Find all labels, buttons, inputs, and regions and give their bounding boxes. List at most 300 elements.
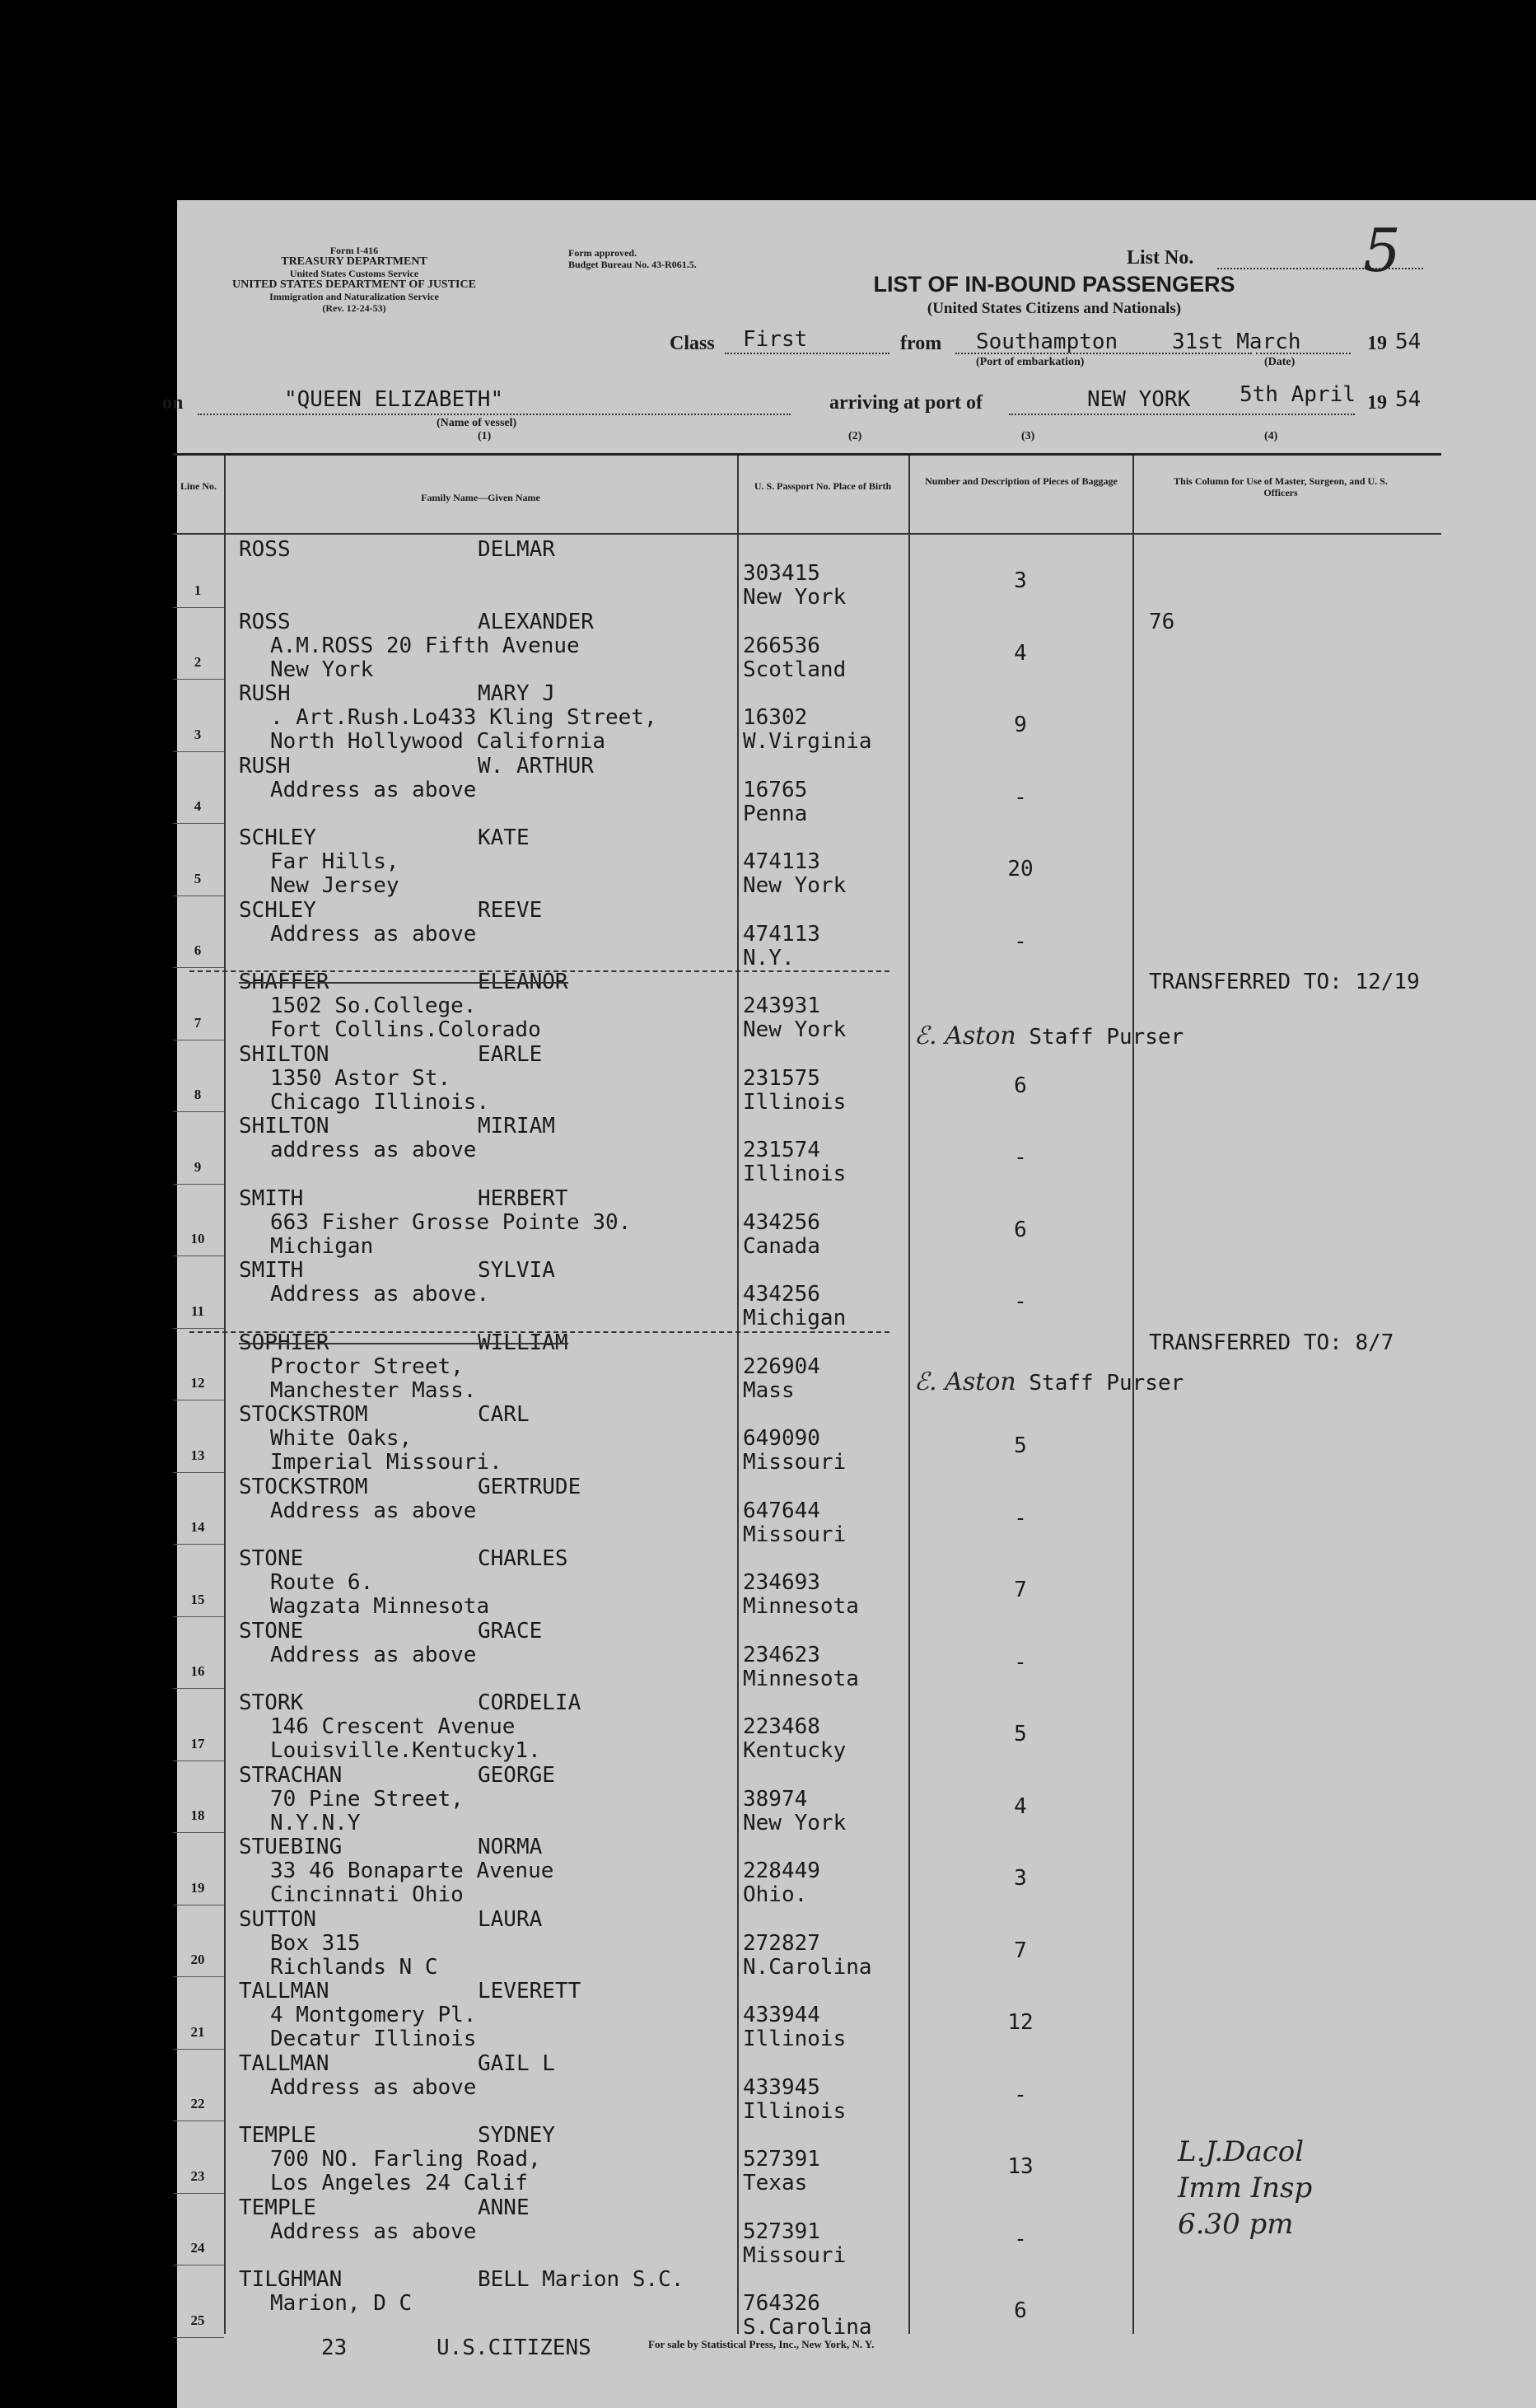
baggage-count: 5 [1014,1433,1027,1458]
arrival-date: 5th April [1240,382,1356,407]
baggage-count: - [1014,928,1027,954]
given-name: HERBERT [478,1185,568,1211]
port-of-embarkation: Southampton [976,330,1118,354]
line-number: 17 [190,1735,205,1751]
table-row [173,1187,1441,1260]
row-tick [173,895,224,896]
row-tick [173,1976,224,1977]
address-line-2: Louisville.Kentucky1. [270,1738,541,1763]
table-row [173,1691,1441,1764]
transfer-strike-line [189,1331,889,1333]
row-tick [173,1544,224,1545]
baggage-count: 3 [1014,1866,1027,1891]
line-number: 19 [190,1879,205,1896]
place-of-birth: Michigan [743,1306,847,1330]
address-line-1: Far Hills, [270,849,399,874]
address-line-1: address as above [270,1138,477,1162]
signature-time: 6.30 pm [1178,2208,1294,2241]
family-name: STOCKSTROM [239,1474,368,1499]
place-of-birth: S.Carolina [743,2315,872,2340]
line-number: 5 [194,870,202,886]
address-line-1: Route 6. [270,1570,374,1595]
address-line-1: A.M.ROSS 20 Fifth Avenue [270,633,580,658]
table-row [173,826,1441,899]
address-line-1: 1350 Astor St. [270,1065,451,1091]
family-name: SHAFFER [239,970,329,994]
baggage-count: 6 [1014,1217,1027,1242]
passport-number: 16302 [743,705,808,730]
baggage-count: - [1014,1649,1027,1675]
passport-number: 266536 [743,633,820,658]
given-name: ANNE [478,2195,530,2220]
passenger-table [173,453,1441,2340]
row-tick [173,679,224,680]
passport-number: 433945 [743,2074,820,2100]
line-number: 9 [194,1158,202,1175]
passport-number: 243931 [743,994,820,1018]
arriving-label: arriving at port of [829,392,983,414]
table-row [173,1115,1441,1187]
baggage-count: 13 [1007,2154,1034,2179]
footer-count: 23 [321,2336,348,2360]
table-row [173,1403,1441,1475]
address-line-1: . Art.Rush.Lo433 Kling Street, [270,705,657,730]
form-number: Form I-416 [329,245,379,256]
table-row [173,1259,1441,1331]
row-tick [173,1328,224,1329]
row-tick [173,1184,224,1185]
line-number: 16 [190,1663,205,1679]
address-line-1: Address as above [270,777,477,802]
baggage-count: - [1014,1289,1027,1314]
passport-number: 234693 [743,1570,820,1595]
place-of-birth: W.Virginia [743,729,872,754]
header-divider [173,533,1441,535]
family-name: STOCKSTROM [239,1402,368,1427]
line-number: 25 [190,2312,205,2328]
family-name: TEMPLE [239,2195,316,2220]
staff-purser-label: ℰ. Aston Staff Purser [914,1022,1184,1050]
given-name: MIRIAM [478,1114,555,1139]
passport-number: 223468 [743,1714,820,1739]
arrival-year-prefix: 19 [1367,392,1387,414]
from-label: from [900,333,942,354]
line-number: 3 [194,726,202,742]
address-line-1: Marion, D C [270,2291,413,2316]
justice-label: UNITED STATES DEPARTMENT OF JUSTICE [232,278,476,291]
family-name: ROSS [239,537,291,562]
address-line-1: Box 315 [270,1930,361,1956]
form-identification [173,245,535,314]
punch-hole [91,383,133,426]
punch-hole [91,1475,133,1517]
place-of-birth: Missouri [743,1450,847,1475]
list-no-value: 5 [1363,216,1401,285]
table-row [173,538,1441,610]
address-line-1: Address as above [270,2074,477,2100]
passport-number: 647644 [743,1498,820,1523]
given-name: GAIL L [478,2050,555,2076]
place-of-birth: New York [743,1810,847,1835]
given-name: SYLVIA [478,1258,555,1283]
list-subtitle: (United States Citizens and Nationals) [927,300,1182,317]
table-row [173,2052,1441,2125]
place-of-birth: New York [743,585,847,610]
place-of-birth: Scotland [743,657,847,682]
given-name: MARY J [478,681,555,706]
family-name: ROSS [239,609,291,634]
place-of-birth: Kentucky [743,1738,847,1763]
given-name: EARLE [478,1041,543,1067]
family-name: TILGHMAN [239,2267,343,2292]
col-num-3: (3) [1021,430,1035,442]
footer-citizens: U.S.CITIZENS [437,2336,591,2360]
staff-purser-text: Staff Purser [1029,1025,1184,1050]
address-line-2: Richlands N C [270,1954,438,1980]
row-tick [173,1760,224,1761]
address-line-2: Manchester Mass. [270,1377,477,1403]
place-of-birth: New York [743,1017,847,1042]
family-name: STORK [239,1690,304,1715]
punch-hole [91,260,133,302]
passport-number: 234623 [743,1642,820,1667]
address-line-2: Wagzata Minnesota [270,1594,490,1619]
place-of-birth: Illinois [743,1162,847,1186]
table-row [173,1764,1441,1836]
row-tick [173,2193,224,2194]
baggage-count: 3 [1014,568,1027,593]
address-line-1: Address as above [270,2219,477,2244]
line-number: 10 [190,1231,205,1246]
table-row [173,899,1441,971]
line-number: 14 [190,1519,205,1535]
table-row [173,2268,1441,2340]
baggage-count: 7 [1014,1938,1027,1963]
row-tick [173,2337,224,2338]
address-line-2: Chicago Illinois. [270,1089,490,1115]
place-of-birth: Missouri [743,2242,847,2268]
address-line-2: N.Y.N.Y [270,1810,361,1835]
address-line-2: Los Angeles 24 Calif [270,2171,529,2195]
row-tick [173,1255,224,1256]
staff-purser-label: ℰ. Aston Staff Purser [914,1368,1184,1396]
col-header-passport: U. S. Passport No. Place of Birth [754,480,892,492]
place-of-birth: Texas [743,2171,808,2195]
baggage-count: - [1014,784,1027,810]
given-name: BELL Marion S.C. [478,2267,684,2292]
embarkation-date: 31st March [1172,330,1301,354]
family-name: TALLMAN [239,1979,329,2004]
passport-number: 231574 [743,1138,820,1162]
list-title: LIST OF IN-BOUND PASSENGERS [873,272,1235,297]
baggage-count: 7 [1014,1578,1027,1602]
family-name: TEMPLE [239,2123,316,2148]
place-of-birth: New York [743,873,847,898]
table-row [173,1043,1441,1115]
table-row [173,1620,1441,1692]
baggage-count: - [1014,1145,1027,1170]
table-row [173,755,1441,827]
officer-note: 76 [1149,609,1175,634]
family-name: TALLMAN [239,2050,329,2076]
place-of-birth: Illinois [743,2027,847,2051]
address-line-2: Michigan [270,1233,374,1259]
given-name: GEORGE [478,1762,555,1788]
date-caption: (Date) [1264,356,1296,368]
punch-hole [91,2286,133,2329]
line-number: 8 [194,1087,202,1102]
baggage-count: 20 [1007,857,1034,881]
line-number: 7 [194,1014,202,1031]
passport-number: 231575 [743,1065,820,1091]
passport-number: 434256 [743,1282,820,1307]
place-of-birth: Minnesota [743,1666,859,1691]
address-line-1: 33 46 Bonaparte Avenue [270,1859,554,1883]
line-number: 23 [190,2167,205,2184]
line-number: 11 [190,1302,205,1319]
family-name: SOPHIER [239,1330,329,1355]
punch-hole [91,910,133,953]
given-name: GRACE [478,1618,543,1644]
baggage-count: - [1014,2082,1027,2107]
row-tick [173,2120,224,2121]
given-name: NORMA [478,1835,543,1859]
line-number: 21 [190,2023,205,2040]
place-of-birth: Minnesota [743,1594,859,1619]
line-number: 22 [190,2096,205,2111]
address-line-1: Address as above [270,1498,477,1523]
punch-hole [91,1351,133,1394]
class-line [725,353,889,354]
baggage-count: 6 [1014,2298,1027,2323]
port-caption: (Port of embarkation) [976,356,1085,368]
table-row [173,1908,1441,1980]
place-of-birth: Mass [743,1377,795,1403]
row-tick [173,1616,224,1617]
ins-label: Immigration and Naturalization Service [269,291,439,302]
address-line-2: New York [270,657,374,682]
given-name: CHARLES [478,1546,568,1571]
address-line-1: 146 Crescent Avenue [270,1714,516,1739]
col-header-baggage: Number and Description of Pieces of Baggage [925,475,1118,487]
given-name: GERTRUDE [478,1474,581,1499]
family-name: SMITH [239,1185,304,1211]
col-num-1: (1) [478,430,492,442]
given-name: DELMAR [478,537,555,562]
given-name: ALEXANDER [478,609,594,634]
given-name: LAURA [478,1906,543,1932]
row-tick [173,2049,224,2050]
table-row [173,1331,1441,1404]
address-line-1: Address as above [270,921,477,947]
address-line-2: Fort Collins.Colorado [270,1017,541,1042]
passport-number: 16765 [743,777,808,802]
place-of-birth: Penna [743,801,808,826]
table-row [173,970,1441,1043]
table-row [173,682,1441,755]
table-row [173,1835,1441,1908]
place-of-birth: Illinois [743,1089,847,1115]
arrival-year-suffix: 54 [1395,387,1422,412]
baggage-count: - [1014,2226,1027,2251]
row-tick [173,751,224,752]
passport-number: 649090 [743,1426,820,1451]
approval-block [568,247,697,270]
baggage-count: 4 [1014,640,1027,666]
address-line-2: Imperial Missouri. [270,1450,502,1475]
class-label: Class [670,333,715,354]
address-line-2: New Jersey [270,873,399,898]
staff-purser-text: Staff Purser [1029,1371,1184,1396]
baggage-count: - [1014,1505,1027,1531]
place-of-birth: N.Carolina [743,1954,872,1980]
customs-label: United States Customs Service [289,268,419,279]
punch-hole [91,1998,133,2041]
address-line-1: Address as above. [270,1282,490,1307]
family-name: SHILTON [239,1041,329,1067]
col-header-name: Family Name—Given Name [421,492,540,503]
budget-label: Budget Bureau No. 43-R061.5. [568,259,697,270]
officer-signature: L.J.Dacol Imm Insp 6.30 pm [1178,2135,1313,2241]
row-tick [173,1832,224,1833]
baggage-count: 6 [1014,1073,1027,1098]
passport-number: 303415 [743,561,820,586]
line-number: 4 [194,798,202,814]
passport-number: 527391 [743,2219,820,2244]
row-tick [173,1472,224,1473]
family-name: STONE [239,1546,304,1571]
given-name: W. ARTHUR [478,753,594,779]
on-label: on [162,392,184,414]
family-name: SMITH [239,1258,304,1283]
list-no-label: List No. [1127,247,1194,269]
given-name: WILLIAM [478,1330,568,1355]
row-tick [173,967,224,968]
arrival-port: NEW YORK [1087,387,1191,412]
address-line-1: 70 Pine Street, [270,1786,464,1812]
place-of-birth: Missouri [743,1522,847,1547]
col-header-officers: This Column for Use of Master, Surgeon, and U. S. Officers [1174,475,1388,498]
vessel-name: "QUEEN ELIZABETH" [284,387,504,412]
family-name: SCHLEY [239,897,316,923]
baggage-count: 4 [1014,1793,1027,1819]
family-name: SUTTON [239,1906,316,1932]
row-tick [173,1688,224,1689]
address-line-1: Address as above [270,1642,477,1667]
passport-number: 272827 [743,1930,820,1956]
name-strikethrough [239,982,568,984]
vessel-line [198,414,791,415]
given-name: CORDELIA [478,1690,581,1715]
year-suffix: 54 [1395,330,1422,354]
officer-note: TRANSFERRED TO: 12/19 [1149,970,1420,994]
vessel-caption: (Name of vessel) [437,417,517,429]
class-value: First [743,327,808,352]
given-name: REEVE [478,897,543,923]
address-line-1: 700 NO. Farling Road, [270,2147,541,2172]
row-tick [173,823,224,824]
given-name: ELEANOR [478,970,568,994]
address-line-1: 4 Montgomery Pl. [270,2003,477,2027]
line-number: 12 [190,1375,205,1391]
family-name: STRACHAN [239,1762,343,1788]
line-number: 20 [190,1952,205,1967]
passport-number: 474113 [743,921,820,947]
table-row [173,1980,1441,2052]
transfer-strike-line [189,970,889,972]
place-of-birth: Canada [743,1233,820,1259]
family-name: STUEBING [239,1835,343,1859]
given-name: LEVERETT [478,1979,581,2004]
col-num-4: (4) [1264,430,1278,442]
table-row [173,610,1441,683]
row-tick [173,607,224,608]
year-prefix: 19 [1367,333,1387,354]
baggage-count: 12 [1007,2010,1034,2035]
address-line-1: 663 Fisher Grosse Pointe 30. [270,1209,632,1235]
approved-label: Form approved. [568,247,637,259]
passport-number: 228449 [743,1859,820,1883]
name-strikethrough [239,1343,568,1344]
row-tick [173,1111,224,1112]
baggage-count: 9 [1014,713,1027,737]
address-line-1: Proctor Street, [270,1354,464,1379]
punch-hole [91,787,133,830]
line-number: 1 [194,582,202,598]
line-number: 24 [190,2240,205,2256]
given-name: CARL [478,1402,530,1427]
family-name: RUSH [239,753,291,779]
passport-number: 226904 [743,1354,820,1379]
address-line-1: White Oaks, [270,1426,413,1451]
family-name: STONE [239,1618,304,1644]
address-line-1: 1502 So.College. [270,994,477,1018]
table-row [173,1475,1441,1548]
passport-number: 434256 [743,1209,820,1235]
revision-label: (Rev. 12-24-53) [322,302,386,314]
baggage-count: 5 [1014,1722,1027,1746]
passport-number: 433944 [743,2003,820,2027]
treasury-label: TREASURY DEPARTMENT [281,255,427,268]
punch-hole [91,1874,133,1917]
col-header-line-no: Line No. [180,480,217,492]
address-line-2: Decatur Illinois [270,2027,477,2051]
passport-number: 764326 [743,2291,820,2316]
passport-number: 527391 [743,2147,820,2172]
address-line-2: Cincinnati Ohio [270,1882,464,1907]
passport-number: 38974 [743,1786,808,1812]
place-of-birth: Ohio. [743,1882,808,1907]
address-line-2: North Hollywood California [270,729,605,754]
family-name: SCHLEY [239,825,316,850]
line-number: 6 [194,942,202,958]
given-name: SYDNEY [478,2123,555,2148]
table-row [173,1547,1441,1620]
family-name: RUSH [239,681,291,706]
family-name: SHILTON [239,1114,329,1139]
line-number: 15 [190,1591,205,1607]
passport-number: 474113 [743,849,820,874]
line-number: 13 [190,1447,205,1463]
col-num-2: (2) [848,430,862,442]
place-of-birth: N.Y. [743,945,795,970]
line-number: 2 [194,654,202,670]
place-of-birth: Illinois [743,2098,847,2124]
line-number: 18 [190,1807,205,1823]
given-name: KATE [478,825,530,850]
printer-credit: For sale by Statistical Press, Inc., New York, N. Y. [648,2338,875,2350]
arrival-line [1009,414,1355,415]
